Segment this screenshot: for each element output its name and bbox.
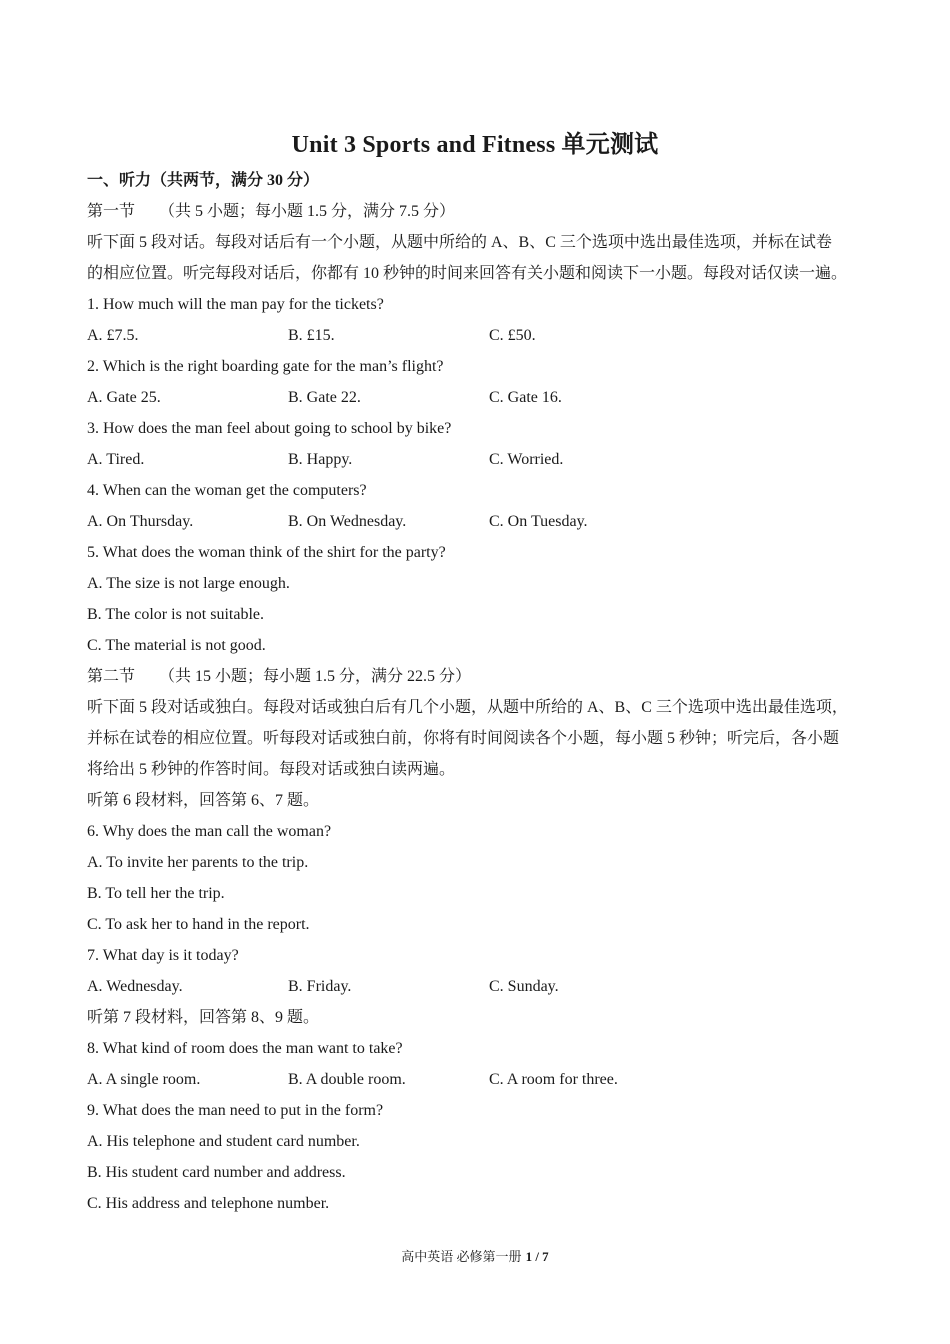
question-text: 9. What does the man need to put in the form?	[87, 1102, 384, 1119]
option-c: C. Worried.	[489, 451, 564, 468]
option-b: B. Gate 22.	[288, 389, 361, 406]
option-a: A. To invite her parents to the trip.	[87, 854, 309, 871]
option-row	[87, 322, 867, 353]
option-a: A. His telephone and student card number.	[87, 1133, 360, 1150]
question-text: 8. What kind of room does the man want to take?	[87, 1040, 403, 1057]
instruction-line: 的相应位置。听完每段对话后，你都有 10 秒钟的时间来回答有关小题和阅读下一小题。每段对话仅读一遍。	[87, 265, 848, 282]
option-c: C. Sunday.	[489, 978, 559, 995]
instruction-line: 将给出 5 秒钟的作答时间。每段对话或独白读两遍。	[87, 761, 456, 778]
option-b: B. Friday.	[288, 978, 352, 995]
option-a: A. £7.5.	[87, 327, 139, 344]
option-row	[87, 973, 867, 1004]
section-info: （共 5 小题；每小题 1.5 分，满分 7.5 分）	[159, 203, 456, 220]
option-c: C. On Tuesday.	[489, 513, 588, 530]
question-text: 6. Why does the man call the woman?	[87, 823, 332, 840]
option-row	[87, 508, 867, 539]
part-heading: 一、听力（共两节，满分 30 分）	[87, 172, 320, 189]
question-text: 5. What does the woman think of the shirt for the party?	[87, 544, 446, 561]
section-name: 第一节	[87, 203, 136, 220]
document-body	[87, 167, 867, 1221]
section-header	[87, 663, 867, 694]
question-text: 7. What day is it today?	[87, 947, 239, 964]
question-text: 1. How much will the man pay for the tickets?	[87, 296, 384, 313]
page-number: 1 / 7	[525, 1249, 549, 1264]
option-a: A. The size is not large enough.	[87, 575, 290, 592]
option-b: B. The color is not suitable.	[87, 606, 265, 623]
question-text: 3. How does the man feel about going to school by bike?	[87, 420, 452, 437]
option-b: B. £15.	[288, 327, 335, 344]
material-note: 听第 6 段材料，回答第 6、7 题。	[87, 792, 320, 809]
option-row	[87, 446, 867, 477]
material-note: 听第 7 段材料，回答第 8、9 题。	[87, 1009, 320, 1026]
section-header	[87, 198, 867, 229]
footer-text: 高中英语 必修第一册	[401, 1249, 522, 1264]
instruction-line: 听下面 5 段对话。每段对话后有一个小题，从题中所给的 A、B、C 三个选项中选出最佳选项，并标在试卷	[87, 234, 832, 251]
question-text: 4. When can the woman get the computers?	[87, 482, 367, 499]
option-c: C. His address and telephone number.	[87, 1195, 330, 1212]
section-info: （共 15 小题；每小题 1.5 分，满分 22.5 分）	[159, 668, 472, 685]
option-b: B. To tell her the trip.	[87, 885, 225, 902]
option-row	[87, 1066, 867, 1097]
question-text: 2. Which is the right boarding gate for the man’s flight?	[87, 358, 444, 375]
option-a: A. Wednesday.	[87, 978, 183, 995]
option-c: C. Gate 16.	[489, 389, 562, 406]
page-title: Unit 3 Sports and Fitness 单元测试	[291, 132, 659, 158]
option-b: B. His student card number and address.	[87, 1164, 346, 1181]
option-a: A. Gate 25.	[87, 389, 161, 406]
instruction-line: 听下面 5 段对话或独白。每段对话或独白后有几个小题，从题中所给的 A、B、C 三个选项中选出最佳选项，	[87, 699, 848, 716]
option-a: A. On Thursday.	[87, 513, 194, 530]
option-a: A. Tired.	[87, 451, 145, 468]
option-b: B. On Wednesday.	[288, 513, 407, 530]
option-c: C. £50.	[489, 327, 536, 344]
page-footer	[0, 1246, 950, 1265]
option-b: B. A double room.	[288, 1071, 406, 1088]
option-c: C. A room for three.	[489, 1071, 618, 1088]
option-row	[87, 384, 867, 415]
section-name: 第二节	[87, 668, 136, 685]
option-a: A. A single room.	[87, 1071, 201, 1088]
option-c: C. The material is not good.	[87, 637, 266, 654]
instruction-line: 并标在试卷的相应位置。听每段对话或独白前，你将有时间阅读各个小题，每小题 5 秒钟；听完后，各小题	[87, 730, 840, 747]
option-c: C. To ask her to hand in the report.	[87, 916, 310, 933]
option-b: B. Happy.	[288, 451, 353, 468]
